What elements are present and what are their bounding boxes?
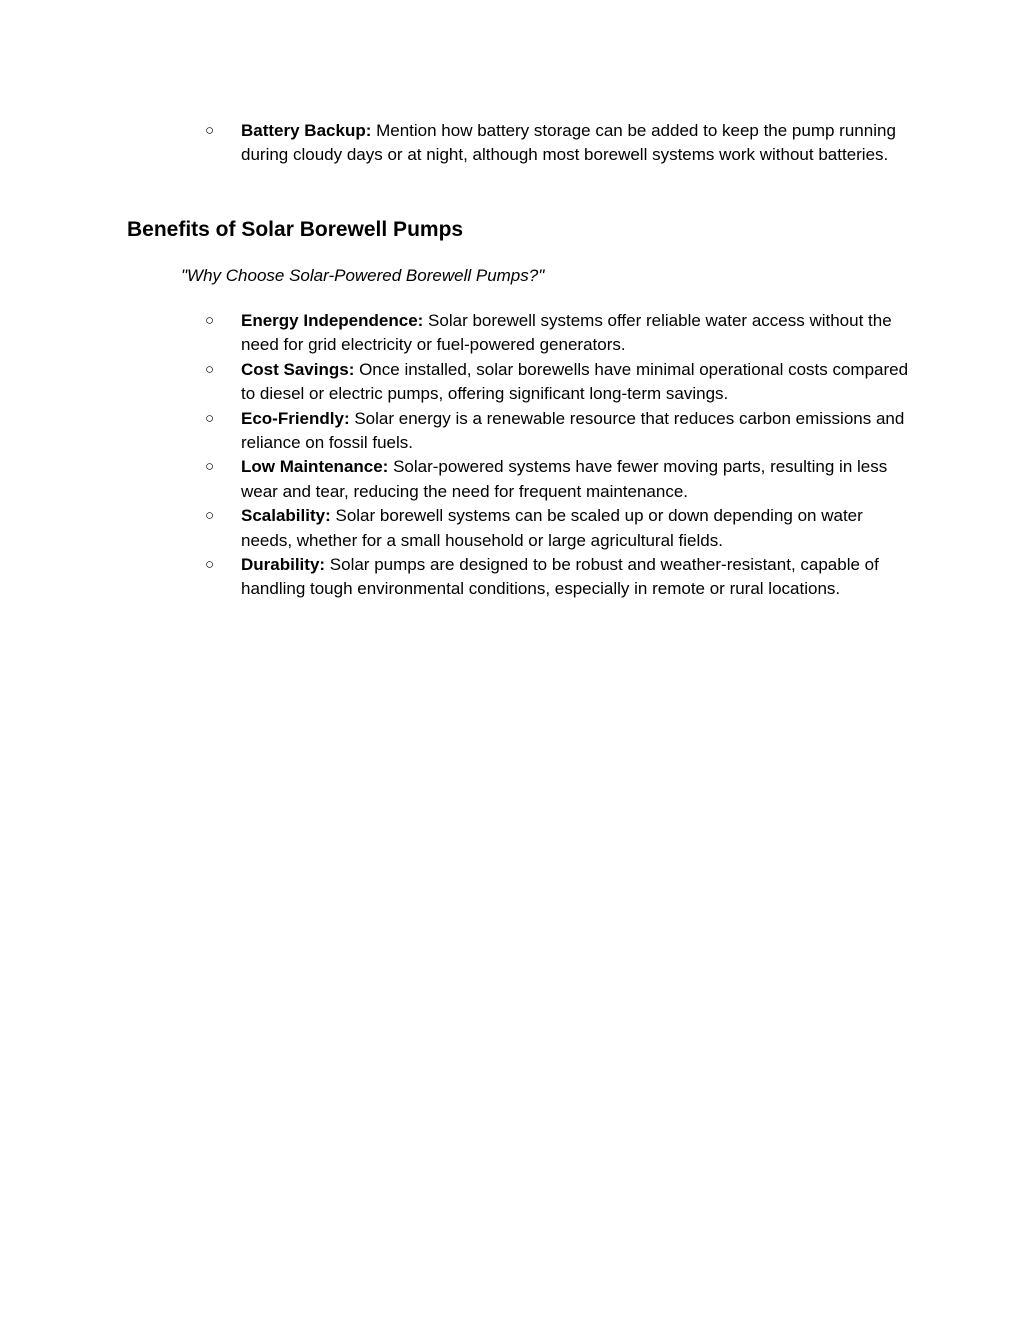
hollow-circle-bullet-icon: ○ [205,409,215,427]
hollow-circle-bullet-icon: ○ [205,122,215,139]
bullet-term: Battery Backup: [241,121,372,140]
section-heading: Benefits of Solar Borewell Pumps [127,218,464,241]
bullet-text: Solar energy is a renewable resource that reduces carbon emissions and reliance on fossil fuels. [241,408,905,453]
bullet-item-cost-savings [205,358,915,407]
bullet-term: Scalability: [241,506,331,526]
bullet-text: Solar borewell systems offer reliable water access without the need for grid electricity or fuel-powered generators. [241,311,892,355]
bullet-item-durability [205,553,915,602]
bullet-term: Energy Independence: [241,311,424,330]
bullet-text: Mention how battery storage can be added to keep the pump running during cloudy days or at night, although most borewell systems work without batteries. [241,121,896,165]
bullet-term: Eco-Friendly: [241,408,350,428]
hollow-circle-bullet-icon: ○ [205,458,215,476]
hollow-circle-bullet-icon: ○ [205,312,215,329]
bullet-text: Solar-powered systems have fewer moving parts, resulting in less wear and tear, reducing the need for frequent maintenance. [241,457,888,501]
bullet-text: Solar borewell systems can be scaled up or down depending on water needs, whether for a small household or large agricultural fields. [241,506,863,550]
intro-bullet-list [205,119,915,168]
bullet-item-energy-independence [205,309,915,358]
bullet-item-scalability [205,504,915,553]
bullet-term: Low Maintenance: [241,457,389,477]
bullet-term: Durability: [241,555,326,575]
bullet-item-battery-backup [205,119,915,168]
bullet-text: Once installed, solar borewells have minimal operational costs compared to diesel or electric pumps, offering significant long-term savings. [241,359,909,404]
benefits-bullet-list [205,309,915,602]
bullet-item-eco-friendly [205,407,915,456]
hollow-circle-bullet-icon: ○ [205,556,215,574]
bullet-text: Solar pumps are designed to be robust and weather-resistant, capable of handling tough environmental conditions, especially in remote or rural locations. [241,555,879,599]
hollow-circle-bullet-icon: ○ [205,507,215,525]
bullet-term: Cost Savings: [241,359,355,379]
section-subtitle: "Why Choose Solar-Powered Borewell Pumps?" [181,266,545,285]
hollow-circle-bullet-icon: ○ [205,360,215,378]
bullet-item-low-maintenance [205,455,915,504]
